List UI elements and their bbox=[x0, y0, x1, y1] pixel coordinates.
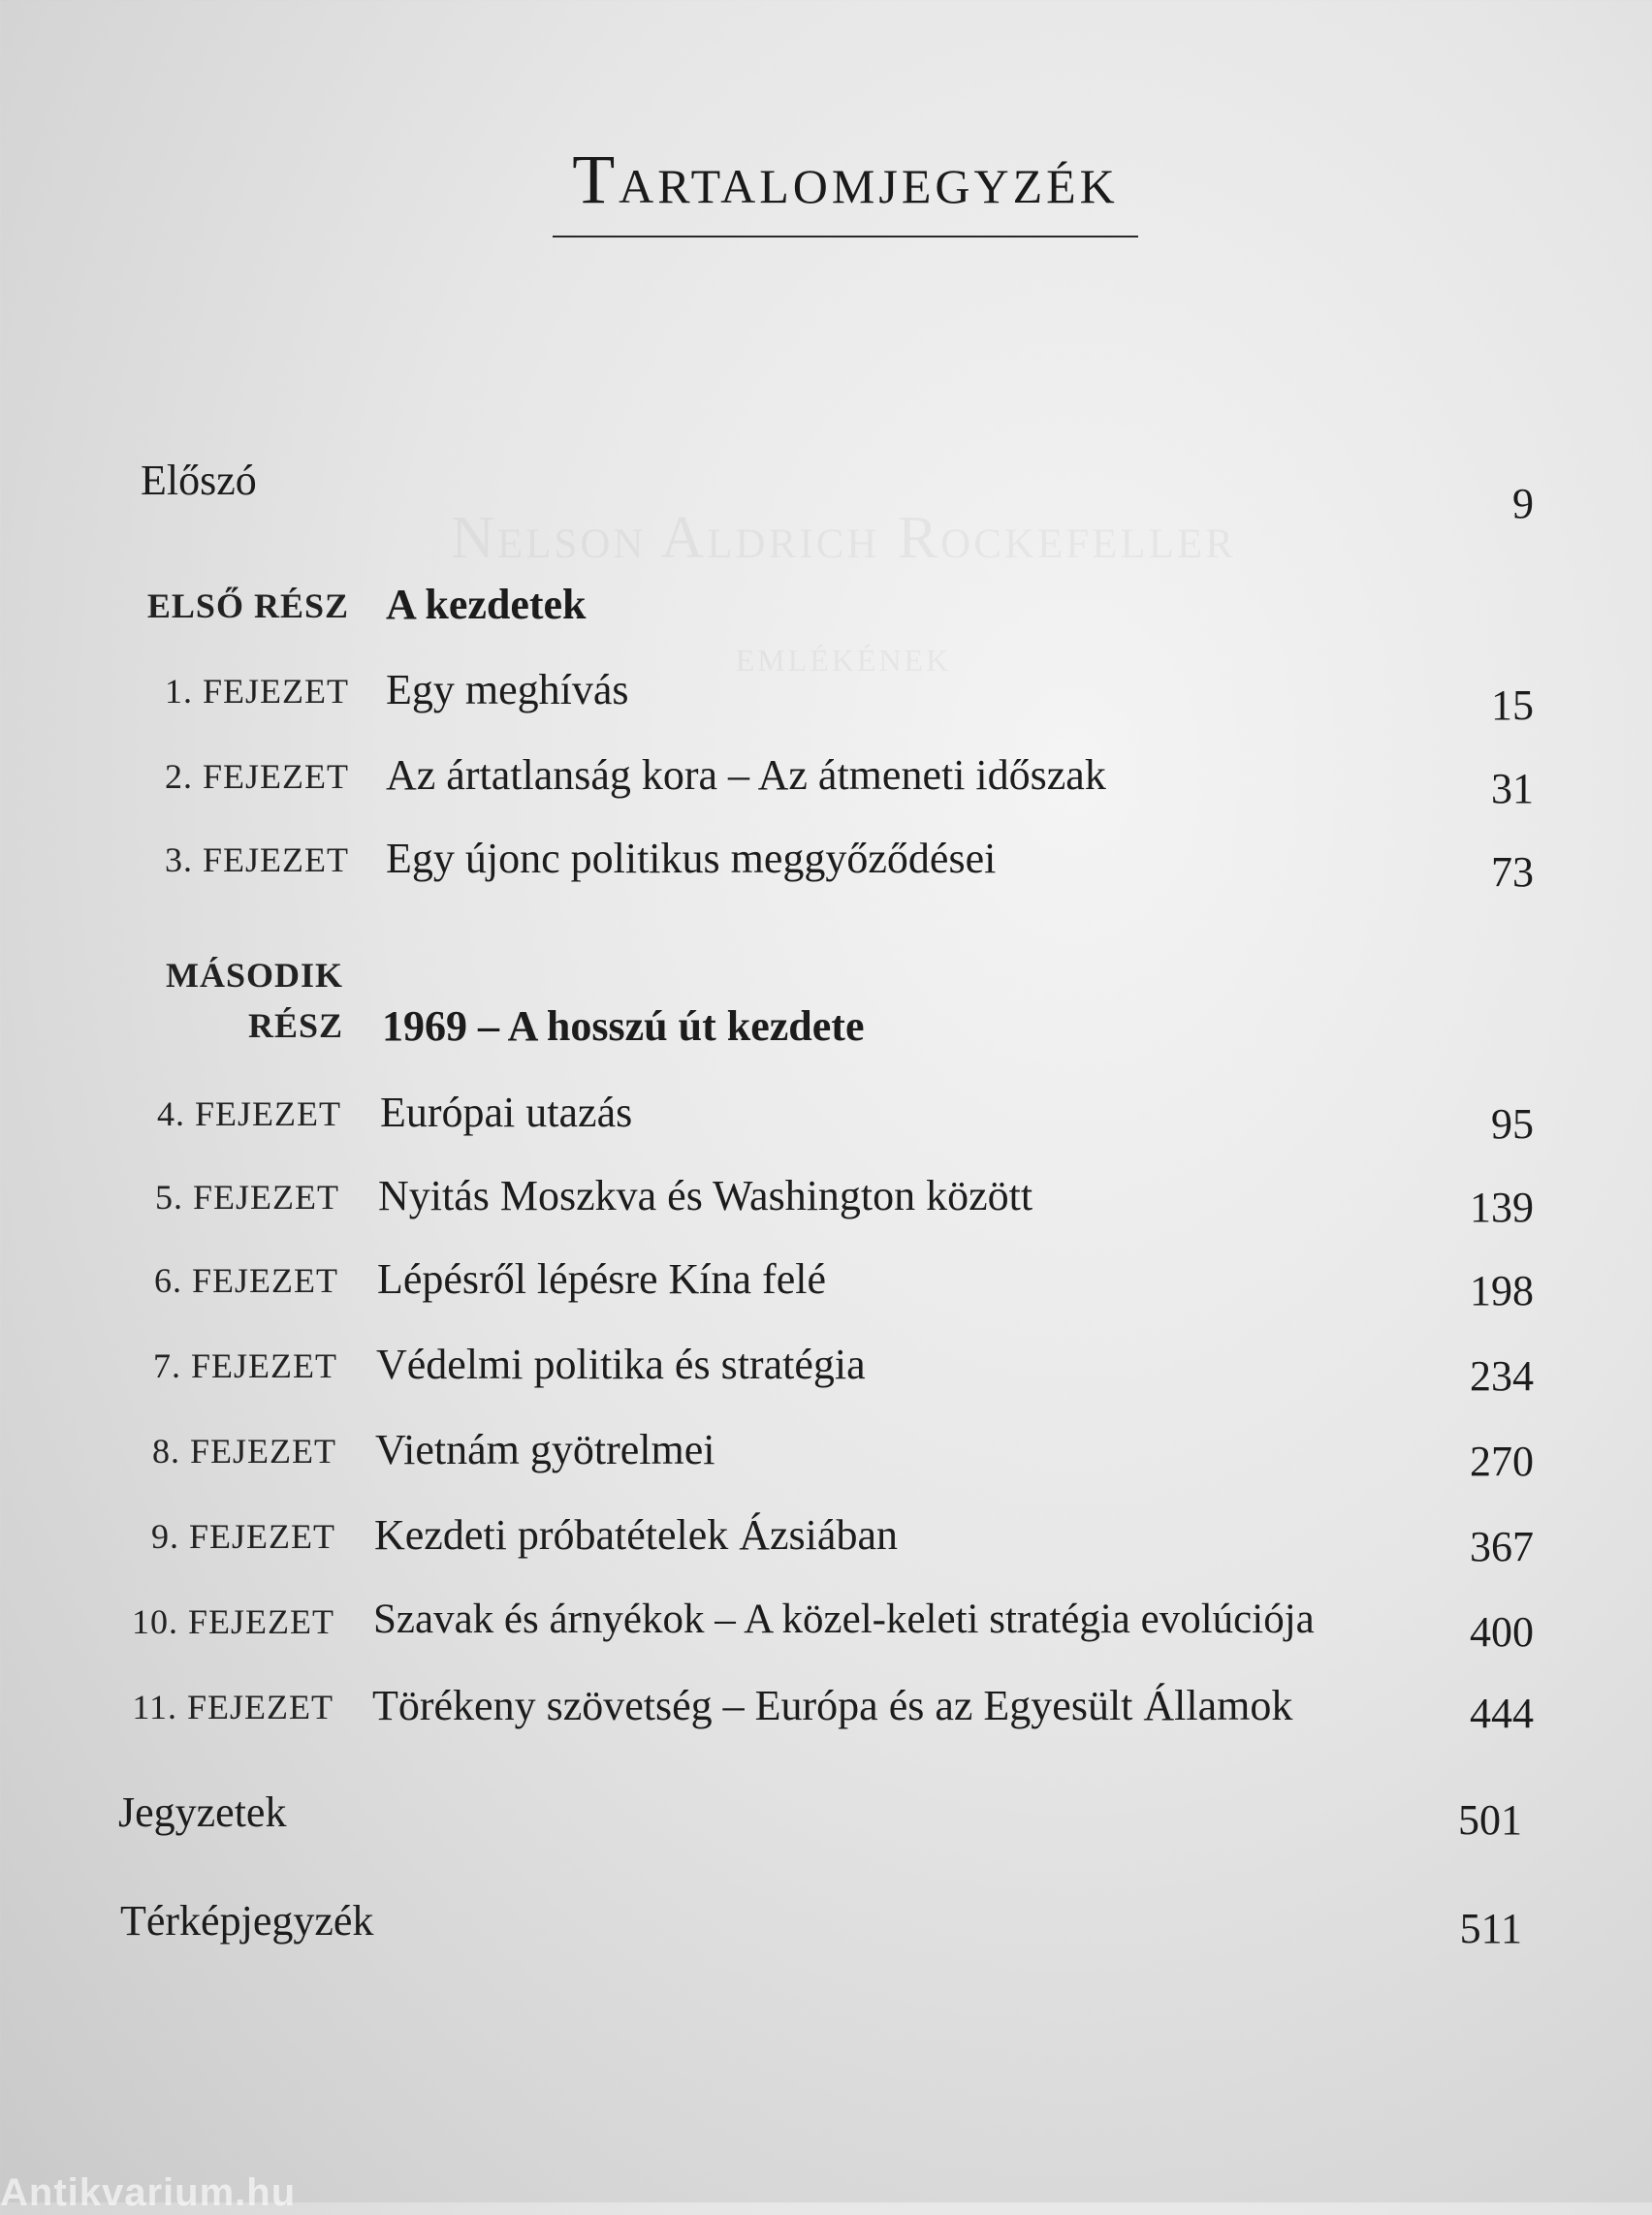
chapter-title: Európai utazás bbox=[380, 1089, 633, 1136]
chapter-page: 270 bbox=[1470, 1438, 1534, 1485]
chapter-page: 73 bbox=[1491, 848, 1534, 896]
source-watermark: Antikvarium.hu bbox=[0, 2171, 297, 2214]
toc-chapter-row bbox=[0, 1088, 1652, 1155]
toc-entry-notes bbox=[0, 1788, 1652, 1855]
entry-title: Előszó bbox=[141, 457, 257, 504]
part-title: A kezdetek bbox=[386, 581, 587, 628]
chapter-label: 5. FEJEZET bbox=[155, 1178, 339, 1217]
chapter-title: Szavak és árnyékok – A közel-keleti stratégia evolúciója bbox=[373, 1597, 1315, 1642]
part-label-line-1: MÁSODIK bbox=[165, 956, 343, 995]
chapter-page: 198 bbox=[1470, 1267, 1534, 1314]
toc-chapter-row bbox=[0, 665, 1652, 733]
chapter-label: 6. FEJEZET bbox=[154, 1261, 338, 1300]
toc-chapter-row bbox=[0, 1510, 1652, 1578]
chapter-label: 10. FEJEZET bbox=[132, 1602, 334, 1641]
toc-part-1 bbox=[0, 580, 1652, 648]
chapter-page: 444 bbox=[1470, 1690, 1534, 1737]
chapter-title: Nyitás Moszkva és Washington között bbox=[378, 1172, 1033, 1219]
toc-chapter-row bbox=[0, 1425, 1652, 1493]
chapter-label: 1. FEJEZET bbox=[165, 672, 349, 711]
toc-entry-maps bbox=[0, 1896, 1652, 1964]
part-label-line-2: RÉSZ bbox=[247, 1006, 343, 1045]
chapter-title: Lépésről lépésre Kína felé bbox=[377, 1255, 826, 1303]
chapter-label: 4. FEJEZET bbox=[157, 1094, 341, 1133]
chapter-label: 8. FEJEZET bbox=[152, 1432, 336, 1471]
entry-title: Jegyzetek bbox=[118, 1788, 287, 1836]
toc-chapter-row bbox=[0, 1596, 1652, 1663]
chapter-page: 234 bbox=[1470, 1352, 1534, 1400]
toc-part-2 bbox=[0, 955, 1652, 1071]
chapter-label: 11. FEJEZET bbox=[132, 1688, 334, 1726]
chapter-title: Egy újonc politikus meggyőződései bbox=[386, 835, 997, 882]
entry-page: 511 bbox=[1459, 1905, 1522, 1952]
chapter-page: 139 bbox=[1470, 1184, 1534, 1231]
chapter-page: 400 bbox=[1470, 1608, 1534, 1656]
chapter-title: Kezdeti próbatételek Ázsiában bbox=[374, 1511, 898, 1559]
toc-chapter-row bbox=[0, 1681, 1652, 1749]
toc-chapter-row bbox=[0, 1171, 1652, 1239]
toc-chapter-row bbox=[0, 750, 1652, 818]
entry-page: 501 bbox=[1458, 1796, 1522, 1844]
toc-chapter-row bbox=[0, 1340, 1652, 1408]
chapter-title: Törékeny szövetség – Európa és az Egyesült Államok bbox=[372, 1682, 1293, 1729]
toc-chapter-row bbox=[0, 1254, 1652, 1322]
part-title: 1969 – A hosszú út kezdete bbox=[382, 1002, 865, 1050]
chapter-label: 9. FEJEZET bbox=[151, 1517, 335, 1556]
title-underline bbox=[553, 236, 1138, 237]
toc-entry-preface bbox=[0, 456, 1652, 527]
chapter-label: 7. FEJEZET bbox=[153, 1346, 337, 1385]
chapter-page: 95 bbox=[1491, 1100, 1534, 1148]
chapter-title: Az ártatlanság kora – Az átmeneti időszak bbox=[386, 751, 1106, 799]
chapter-title: Védelmi politika és stratégia bbox=[376, 1341, 866, 1388]
chapter-label: 2. FEJEZET bbox=[165, 757, 349, 796]
chapter-page: 15 bbox=[1491, 681, 1534, 729]
part-label: ELSŐ RÉSZ bbox=[146, 586, 349, 625]
page-title: Tartalomjegyzék bbox=[572, 141, 1119, 218]
chapter-label: 3. FEJEZET bbox=[165, 840, 349, 879]
chapter-page: 31 bbox=[1491, 765, 1534, 812]
chapter-title: Egy meghívás bbox=[386, 666, 629, 713]
entry-page: 9 bbox=[1512, 480, 1534, 527]
toc-chapter-row bbox=[0, 834, 1652, 902]
chapter-page: 367 bbox=[1470, 1523, 1534, 1570]
entry-title: Térképjegyzék bbox=[120, 1897, 374, 1945]
chapter-title: Vietnám gyötrelmei bbox=[375, 1426, 715, 1473]
